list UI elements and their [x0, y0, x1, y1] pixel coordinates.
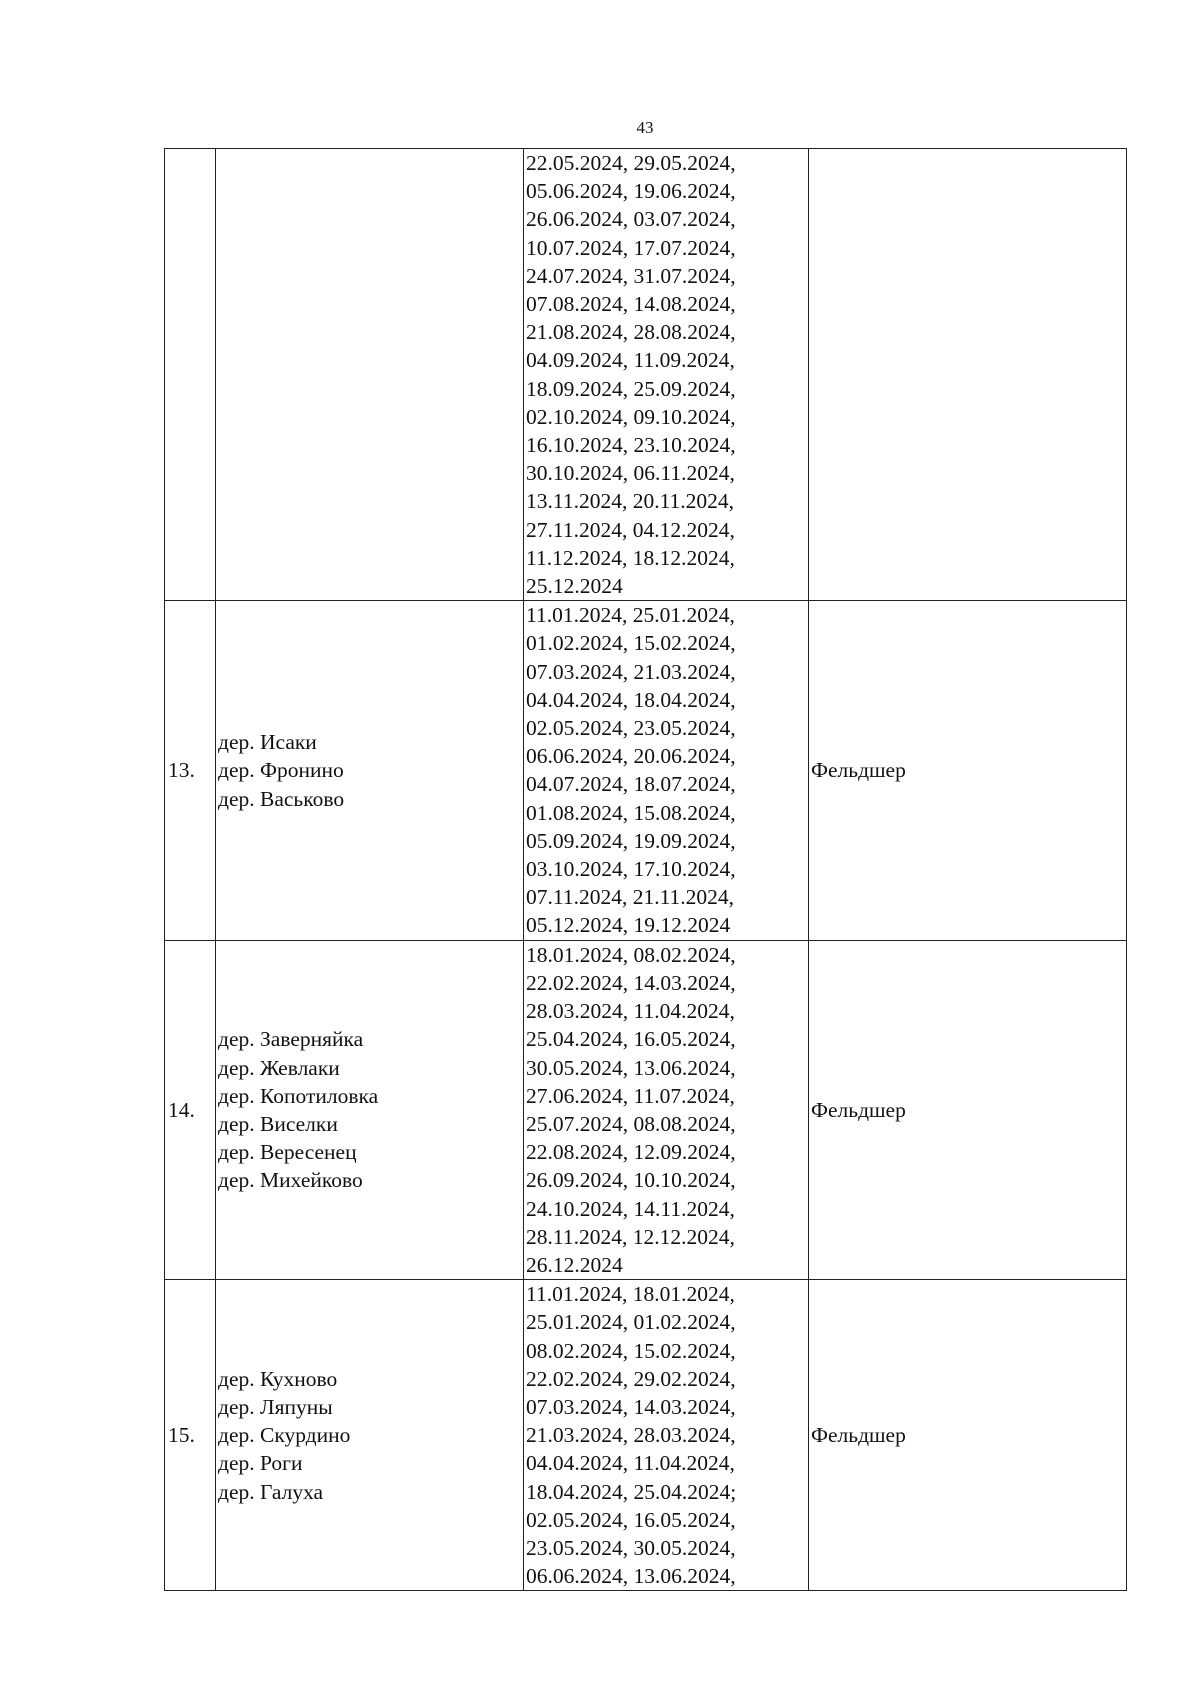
schedule-table-body — [165, 149, 1127, 1591]
location-name: дер. Скурдино — [218, 1423, 351, 1448]
date-line: 22.02.2024, 14.03.2024, — [526, 970, 736, 995]
location-name: дер. Копотиловка — [218, 1083, 379, 1108]
date-line: 23.05.2024, 30.05.2024, — [526, 1535, 736, 1560]
location-name: дер. Заверняйка — [218, 1027, 364, 1052]
date-line: 07.11.2024, 21.11.2024, — [526, 885, 735, 910]
row-number: 13. — [168, 758, 195, 783]
date-line: 28.03.2024, 11.04.2024, — [526, 999, 735, 1024]
date-line: 18.09.2024, 25.09.2024, — [526, 376, 736, 401]
date-line: 02.10.2024, 09.10.2024, — [526, 404, 736, 429]
staff-cell — [809, 1280, 1127, 1591]
locations-cell — [216, 149, 524, 601]
date-line: 07.03.2024, 14.03.2024, — [526, 1394, 736, 1419]
date-line: 21.03.2024, 28.03.2024, — [526, 1423, 736, 1448]
location-name: дер. Ляпуны — [218, 1394, 333, 1419]
date-line: 27.11.2024, 04.12.2024, — [526, 517, 735, 542]
location-name: дер. Жевлаки — [218, 1055, 340, 1080]
dates-cell — [524, 940, 809, 1279]
date-line: 10.07.2024, 17.07.2024, — [526, 235, 736, 260]
date-line: 26.09.2024, 10.10.2024, — [526, 1168, 736, 1193]
location-name: дер. Васьково — [218, 786, 345, 811]
row-number: 15. — [168, 1423, 195, 1448]
row-number-cell — [165, 149, 216, 601]
date-line: 24.10.2024, 14.11.2024, — [526, 1196, 735, 1221]
date-line: 06.06.2024, 20.06.2024, — [526, 744, 736, 769]
date-line: 02.05.2024, 16.05.2024, — [526, 1507, 736, 1532]
date-line: 25.04.2024, 16.05.2024, — [526, 1027, 736, 1052]
date-line: 05.06.2024, 19.06.2024, — [526, 179, 736, 204]
row-number: 14. — [168, 1097, 195, 1122]
schedule-table — [164, 148, 1127, 1591]
date-line: 22.08.2024, 12.09.2024, — [526, 1140, 736, 1165]
date-line: 22.05.2024, 29.05.2024, — [526, 151, 736, 175]
date-line: 01.08.2024, 15.08.2024, — [526, 800, 736, 825]
date-line: 01.02.2024, 15.02.2024, — [526, 631, 736, 656]
locations-cell — [216, 1280, 524, 1591]
date-line: 13.11.2024, 20.11.2024, — [526, 489, 735, 514]
date-line: 24.07.2024, 31.07.2024, — [526, 263, 736, 288]
location-name: дер. Галуха — [218, 1479, 324, 1504]
date-line: 28.11.2024, 12.12.2024, — [526, 1224, 735, 1249]
staff-cell — [809, 149, 1127, 601]
location-name: дер. Виселки — [218, 1111, 338, 1136]
staff-cell — [809, 601, 1127, 940]
date-line: 02.05.2024, 23.05.2024, — [526, 716, 736, 741]
date-line: 05.12.2024, 19.12.2024 — [526, 913, 731, 938]
date-line: 06.06.2024, 13.06.2024, — [526, 1564, 736, 1589]
date-line: 04.04.2024, 11.04.2024, — [526, 1451, 735, 1476]
dates-cell — [524, 601, 809, 940]
date-line: 04.04.2024, 18.04.2024, — [526, 687, 736, 712]
staff-role: Фельдшер — [811, 1097, 906, 1122]
date-line: 18.01.2024, 08.02.2024, — [526, 942, 736, 967]
staff-role: Фельдшер — [811, 1423, 906, 1448]
date-line: 22.02.2024, 29.02.2024, — [526, 1366, 736, 1391]
date-line: 04.09.2024, 11.09.2024, — [526, 348, 735, 373]
dates-cell — [524, 1280, 809, 1591]
table-row — [165, 1280, 1127, 1591]
date-line: 21.08.2024, 28.08.2024, — [526, 320, 736, 345]
row-number-cell — [165, 940, 216, 1279]
date-line: 26.06.2024, 03.07.2024, — [526, 207, 736, 232]
date-line: 26.12.2024 — [526, 1252, 623, 1277]
location-name: дер. Фронино — [218, 758, 344, 783]
dates-cell — [524, 149, 809, 601]
date-line: 25.12.2024 — [526, 574, 623, 599]
table-row — [165, 940, 1127, 1279]
location-name: дер. Михейково — [218, 1168, 363, 1193]
date-line: 30.10.2024, 06.11.2024, — [526, 461, 735, 486]
date-line: 25.07.2024, 08.08.2024, — [526, 1111, 736, 1136]
table-row — [165, 149, 1127, 601]
date-line: 16.10.2024, 23.10.2024, — [526, 433, 736, 458]
location-name: дер. Исаки — [218, 730, 317, 755]
page-number: 43 — [636, 118, 654, 137]
location-name: дер. Кухново — [218, 1366, 338, 1391]
staff-role: Фельдшер — [811, 758, 906, 783]
staff-cell — [809, 940, 1127, 1279]
row-number-cell — [165, 601, 216, 940]
date-line: 25.01.2024, 01.02.2024, — [526, 1310, 736, 1335]
table-row — [165, 601, 1127, 940]
date-line: 30.05.2024, 13.06.2024, — [526, 1055, 736, 1080]
date-line: 04.07.2024, 18.07.2024, — [526, 772, 736, 797]
date-line: 07.08.2024, 14.08.2024, — [526, 292, 736, 317]
date-line: 07.03.2024, 21.03.2024, — [526, 659, 736, 684]
location-name: дер. Роги — [218, 1451, 303, 1476]
date-line: 08.02.2024, 15.02.2024, — [526, 1338, 736, 1363]
date-line: 27.06.2024, 11.07.2024, — [526, 1083, 735, 1108]
date-line: 18.04.2024, 25.04.2024; — [526, 1479, 737, 1504]
date-line: 11.01.2024, 18.01.2024, — [526, 1282, 735, 1307]
date-line: 11.12.2024, 18.12.2024, — [526, 545, 735, 570]
location-name: дер. Вересенец — [218, 1140, 357, 1165]
locations-cell — [216, 601, 524, 940]
row-number-cell — [165, 1280, 216, 1591]
date-line: 05.09.2024, 19.09.2024, — [526, 828, 736, 853]
date-line: 03.10.2024, 17.10.2024, — [526, 857, 736, 882]
date-line: 11.01.2024, 25.01.2024, — [526, 603, 735, 628]
locations-cell — [216, 940, 524, 1279]
